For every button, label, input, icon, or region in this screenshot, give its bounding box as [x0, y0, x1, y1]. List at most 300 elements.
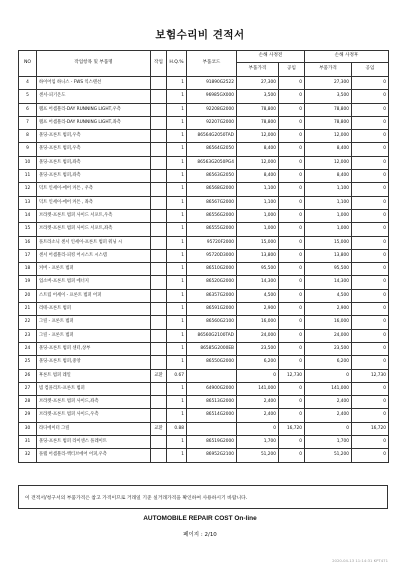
cell-no: 5	[19, 90, 37, 103]
cell-item-name: 센서-피기온도	[37, 90, 151, 103]
cell-price-after: 8,400	[305, 170, 352, 183]
cell-labor-after: 0	[352, 116, 389, 129]
cell-price-before: 2,900	[237, 303, 279, 316]
cell-price-before: 1,100	[237, 196, 279, 209]
table-row	[19, 329, 389, 342]
cell-price-before: 1,000	[237, 223, 279, 236]
cell-part-code: 86560G2100	[187, 316, 237, 329]
cell-labor-after: 0	[352, 90, 389, 103]
cell-no: 23	[19, 329, 37, 342]
cell-hq: 1	[167, 103, 187, 116]
table-row	[19, 143, 389, 156]
table-row	[19, 263, 389, 276]
cell-labor-before: 16,720	[279, 422, 305, 435]
cell-item-name: 스트립 어세이 - 프론트 범퍼 어퍼	[37, 289, 151, 302]
cell-item-name: 커버 - 프론트 범퍼	[37, 263, 151, 276]
cell-labor-before: 0	[279, 103, 305, 116]
cell-price-after: 0	[305, 422, 352, 435]
cell-labor-before: 0	[279, 130, 305, 143]
cell-work: 교환	[151, 369, 167, 382]
cell-price-after: 95,500	[305, 263, 352, 276]
cell-no: 22	[19, 316, 37, 329]
table-row	[19, 236, 389, 249]
cell-price-after: 141,000	[305, 382, 352, 395]
cell-part-code: 86560G2100TAD	[187, 329, 237, 342]
cell-price-after: 15,000	[305, 236, 352, 249]
cell-labor-after: 0	[352, 77, 389, 90]
cell-hq: 1	[167, 209, 187, 222]
cell-item-name: 브라켓-프론트 범퍼 사이드,좌측	[37, 396, 151, 409]
cell-item-name: 브라켓-프론트 범퍼 사이드 서포트,우측	[37, 209, 151, 222]
cell-labor-after: 0	[352, 130, 389, 143]
cell-work: 교환	[151, 422, 167, 435]
cell-part-code: 92208G2000	[187, 103, 237, 116]
cell-no: 21	[19, 303, 37, 316]
footer-title: AUTOMOBILE REPAIR COST On-line	[143, 515, 257, 522]
cell-hq: 1	[167, 77, 187, 90]
cell-part-code: 86591G2000	[187, 303, 237, 316]
cell-item-name: 몰딩-프론트 범퍼,좌측	[37, 170, 151, 183]
cell-labor-after: 0	[352, 209, 389, 222]
cell-part-code: 86563G2050	[187, 170, 237, 183]
cell-work	[151, 303, 167, 316]
cell-price-before: 78,800	[237, 116, 279, 129]
table-row	[19, 156, 389, 169]
cell-labor-before: 0	[279, 329, 305, 342]
cell-price-after: 2,400	[305, 396, 352, 409]
cell-part-code: 86567G2000	[187, 196, 237, 209]
cell-price-after: 4,500	[305, 289, 352, 302]
cell-work	[151, 316, 167, 329]
table-row	[19, 90, 389, 103]
cell-price-before: 51,200	[237, 449, 279, 462]
price-notice: 이 견적서/청구서의 부품가격은 참고 가격이므로 거래일 기준 실거래가격을 확인하여 사용하시기 바랍니다.	[18, 485, 388, 509]
cell-work	[151, 223, 167, 236]
cell-labor-before: 12,730	[279, 369, 305, 382]
cell-work	[151, 209, 167, 222]
cell-item-name: 하이어임 하니스 - FWS 익스텐션	[37, 77, 151, 90]
cell-price-after: 13,800	[305, 249, 352, 262]
cell-hq: 0.67	[167, 369, 187, 382]
cell-hq: 1	[167, 316, 187, 329]
cell-item-name: 몰딩-프론트 범퍼,우측	[37, 143, 151, 156]
cell-no: 10	[19, 156, 37, 169]
cell-price-after: 27,300	[305, 77, 352, 90]
cell-hq: 1	[167, 170, 187, 183]
cell-work	[151, 156, 167, 169]
cell-price-after: 2,900	[305, 303, 352, 316]
header-price-after: 부품가격	[305, 63, 352, 77]
cell-part-code: 86952G2100	[187, 449, 237, 462]
table-row	[19, 223, 389, 236]
cell-price-before: 16,000	[237, 316, 279, 329]
cell-part-code: 86568G2000	[187, 183, 237, 196]
cell-item-name: 몰딩-프론트 범퍼 센터,상부	[37, 342, 151, 355]
cell-labor-before: 0	[279, 316, 305, 329]
cell-part-code: 91890G2522	[187, 77, 237, 90]
cell-hq: 1	[167, 396, 187, 409]
cell-labor-before: 0	[279, 263, 305, 276]
cell-labor-after: 0	[352, 342, 389, 355]
estimate-table	[18, 50, 389, 463]
cell-labor-before: 0	[279, 223, 305, 236]
cell-labor-before: 0	[279, 156, 305, 169]
cell-labor-before: 0	[279, 342, 305, 355]
cell-item-name: 몰딩-프론트 범퍼 라이센스 플레이트	[37, 436, 151, 449]
cell-no: 14	[19, 209, 37, 222]
cell-work	[151, 236, 167, 249]
cell-labor-after: 0	[352, 236, 389, 249]
cell-price-after: 24,000	[305, 329, 352, 342]
cell-labor-after: 0	[352, 223, 389, 236]
cell-work	[151, 170, 167, 183]
cell-labor-after: 0	[352, 289, 389, 302]
cell-labor-before: 0	[279, 449, 305, 462]
cell-part-code: 86514G2000	[187, 409, 237, 422]
cell-labor-after: 16,720	[352, 422, 389, 435]
cell-no: 30	[19, 422, 37, 435]
cell-item-name: 그릴 - 프론트 범퍼	[37, 316, 151, 329]
cell-part-code: 86519G2000	[187, 436, 237, 449]
cell-labor-before: 0	[279, 90, 305, 103]
header-row-1	[19, 51, 389, 63]
cell-price-after: 1,700	[305, 436, 352, 449]
cell-price-after: 1,000	[305, 223, 352, 236]
cell-no: 17	[19, 249, 37, 262]
cell-work	[151, 143, 167, 156]
header-work: 작업	[151, 51, 167, 77]
cell-item-name: 빔 컴플리트-프론트 범퍼	[37, 382, 151, 395]
cell-work	[151, 396, 167, 409]
cell-work	[151, 263, 167, 276]
cell-work	[151, 356, 167, 369]
cell-part-code: 86513G2000	[187, 396, 237, 409]
cell-labor-after: 0	[352, 249, 389, 262]
cell-labor-before: 0	[279, 196, 305, 209]
cell-work	[151, 276, 167, 289]
cell-price-before: 78,800	[237, 103, 279, 116]
cell-no: 7	[19, 116, 37, 129]
cell-no: 32	[19, 449, 37, 462]
cell-hq: 1	[167, 196, 187, 209]
cell-labor-after: 0	[352, 356, 389, 369]
cell-work	[151, 116, 167, 129]
cell-price-before: 8,400	[237, 170, 279, 183]
cell-price-after: 0	[305, 369, 352, 382]
cell-item-name: 램프 어셈블리-DAY RUNNING LIGHT,좌측	[37, 116, 151, 129]
cell-labor-before: 0	[279, 116, 305, 129]
cell-hq: 1	[167, 276, 187, 289]
cell-work	[151, 382, 167, 395]
cell-price-after: 6,200	[305, 356, 352, 369]
cell-part-code: 95720F2000	[187, 236, 237, 249]
cell-labor-after: 0	[352, 183, 389, 196]
cell-no: 29	[19, 409, 37, 422]
cell-work	[151, 329, 167, 342]
cell-price-after: 1,100	[305, 196, 352, 209]
table-row	[19, 436, 389, 449]
cell-labor-before: 0	[279, 289, 305, 302]
cell-part-code: 86585G2000EB	[187, 342, 237, 355]
cell-hq: 0.88	[167, 422, 187, 435]
cell-hq: 1	[167, 356, 187, 369]
cell-work	[151, 249, 167, 262]
cell-price-after: 12,000	[305, 156, 352, 169]
table-row	[19, 103, 389, 116]
cell-part-code: 86564G2050TAD	[187, 130, 237, 143]
cell-labor-before: 0	[279, 409, 305, 422]
cell-item-name: 플트라소닉 센서 인세이-프론트 범퍼 워닝 시	[37, 236, 151, 249]
cell-labor-after: 0	[352, 263, 389, 276]
cell-labor-after: 0	[352, 396, 389, 409]
cell-no: 12	[19, 183, 37, 196]
cell-price-before: 1,700	[237, 436, 279, 449]
header-part-code: 부품코드	[187, 51, 237, 77]
cell-item-name: 업소버-프론트 범퍼 에너지	[37, 276, 151, 289]
table-row	[19, 369, 389, 382]
cell-hq: 1	[167, 249, 187, 262]
cell-item-name: 센서 어셈블리-피킹 어시스트 시스템	[37, 249, 151, 262]
header-labor-before: 공임	[279, 63, 305, 77]
cell-no: 8	[19, 130, 37, 143]
cell-labor-after: 0	[352, 103, 389, 116]
header-hq: H.Q.%	[167, 51, 187, 77]
header-before-assessment: 손해 사정전	[237, 51, 305, 63]
document-title: 보험수리비 견적서	[155, 29, 245, 41]
cell-hq: 1	[167, 236, 187, 249]
cell-price-after: 2,400	[305, 409, 352, 422]
cell-item-name: 플랩 어셈블리-액티브에어 어퍼,우측	[37, 449, 151, 462]
cell-no: 9	[19, 143, 37, 156]
cell-hq: 1	[167, 263, 187, 276]
page-number: 페이지 : 2/10	[183, 532, 217, 538]
cell-labor-after: 0	[352, 382, 389, 395]
cell-part-code: 96985GX000	[187, 90, 237, 103]
cell-item-name: 브라켓-프론트 범퍼 사이드 서포트,좌측	[37, 223, 151, 236]
header-no: NO	[19, 51, 37, 77]
cell-labor-after: 0	[352, 409, 389, 422]
cell-hq: 1	[167, 130, 187, 143]
cell-hq: 1	[167, 90, 187, 103]
cell-part-code: 86555G2000	[187, 223, 237, 236]
cell-part-code: 86550G2000	[187, 356, 237, 369]
table-row	[19, 422, 389, 435]
cell-labor-before: 0	[279, 356, 305, 369]
cell-no: 19	[19, 276, 37, 289]
cell-labor-before: 0	[279, 303, 305, 316]
cell-price-before: 4,500	[237, 289, 279, 302]
table-row	[19, 77, 389, 90]
cell-labor-after: 0	[352, 276, 389, 289]
cell-hq: 1	[167, 449, 187, 462]
cell-labor-after: 0	[352, 316, 389, 329]
cell-hq: 1	[167, 116, 187, 129]
cell-price-after: 1,000	[305, 209, 352, 222]
cell-item-name: 덕트 인세이-에어 커튼 , 우측	[37, 183, 151, 196]
cell-price-before: 6,200	[237, 356, 279, 369]
table-row	[19, 356, 389, 369]
cell-hq: 1	[167, 289, 187, 302]
cell-price-before: 0	[237, 369, 279, 382]
cell-no: 13	[19, 196, 37, 209]
cell-work	[151, 183, 167, 196]
cell-price-after: 51,200	[305, 449, 352, 462]
cell-price-after: 23,500	[305, 342, 352, 355]
cell-item-name: 몰딩-프론트 범퍼,우측	[37, 130, 151, 143]
cell-labor-before: 0	[279, 382, 305, 395]
table-row	[19, 170, 389, 183]
cell-no: 25	[19, 356, 37, 369]
table-row	[19, 382, 389, 395]
cell-hq: 1	[167, 143, 187, 156]
cell-price-before: 0	[237, 422, 279, 435]
cell-part-code	[187, 422, 237, 435]
cell-no: 15	[19, 223, 37, 236]
cell-work	[151, 436, 167, 449]
cell-labor-before: 0	[279, 249, 305, 262]
cell-item-name: 램프 어셈블리-DAY RUNNING LIGHT,우측	[37, 103, 151, 116]
header-after-assessment: 손해 사정후	[305, 51, 389, 63]
cell-part-code: 86510G2000	[187, 263, 237, 276]
cell-item-name: 몰딩-프론트 범퍼,중앙	[37, 356, 151, 369]
cell-work	[151, 90, 167, 103]
cell-labor-before: 0	[279, 209, 305, 222]
cell-no: 27	[19, 382, 37, 395]
cell-price-before: 27,300	[237, 77, 279, 90]
cell-price-after: 16,000	[305, 316, 352, 329]
table-row	[19, 209, 389, 222]
cell-no: 20	[19, 289, 37, 302]
cell-no: 4	[19, 77, 37, 90]
cell-labor-before: 0	[279, 170, 305, 183]
cell-hq: 1	[167, 183, 187, 196]
cell-labor-before: 0	[279, 77, 305, 90]
cell-part-code: 86520G2000	[187, 276, 237, 289]
table-row	[19, 303, 389, 316]
table-row	[19, 316, 389, 329]
cell-work	[151, 409, 167, 422]
table-row	[19, 342, 389, 355]
cell-labor-after: 0	[352, 156, 389, 169]
cell-no: 16	[19, 236, 37, 249]
cell-price-after: 1,100	[305, 183, 352, 196]
cell-price-before: 14,300	[237, 276, 279, 289]
cell-no: 28	[19, 396, 37, 409]
header-item-name: 작업항목 및 부품명	[37, 51, 151, 77]
header-labor-after: 공임	[352, 63, 389, 77]
table-row	[19, 116, 389, 129]
cell-no: 18	[19, 263, 37, 276]
cell-price-before: 13,800	[237, 249, 279, 262]
table-body	[19, 77, 389, 463]
cell-price-before: 2,400	[237, 396, 279, 409]
header-price-before: 부품가격	[237, 63, 279, 77]
cell-hq: 1	[167, 436, 187, 449]
cell-no: 31	[19, 436, 37, 449]
cell-price-after: 78,800	[305, 103, 352, 116]
cell-labor-after: 0	[352, 196, 389, 209]
cell-price-after: 8,400	[305, 143, 352, 156]
cell-labor-after: 0	[352, 143, 389, 156]
print-timestamp: 2020-04-13 11:14:31 KPT471	[332, 558, 388, 563]
cell-part-code: 86556G2000	[187, 209, 237, 222]
cell-labor-after: 0	[352, 329, 389, 342]
cell-price-after: 12,000	[305, 130, 352, 143]
cell-labor-after: 0	[352, 436, 389, 449]
cell-no: 6	[19, 103, 37, 116]
cell-labor-before: 0	[279, 236, 305, 249]
cell-part-code: 86357G2000	[187, 289, 237, 302]
cell-item-name: 몰딩-프론트 범퍼,좌측	[37, 156, 151, 169]
cell-price-before: 3,500	[237, 90, 279, 103]
table-row	[19, 183, 389, 196]
cell-item-name: 리테-프론트 범퍼	[37, 303, 151, 316]
table-row	[19, 396, 389, 409]
table-row	[19, 249, 389, 262]
cell-hq: 1	[167, 303, 187, 316]
cell-price-before: 12,000	[237, 130, 279, 143]
cell-work	[151, 449, 167, 462]
cell-no: 26	[19, 369, 37, 382]
table-row	[19, 276, 389, 289]
table-row	[19, 196, 389, 209]
cell-labor-before: 0	[279, 183, 305, 196]
cell-item-name: 브라켓-프론트 범퍼 사이드,우측	[37, 409, 151, 422]
cell-price-after: 14,300	[305, 276, 352, 289]
cell-price-before: 2,400	[237, 409, 279, 422]
cell-labor-before: 0	[279, 276, 305, 289]
cell-labor-before: 0	[279, 436, 305, 449]
cell-hq: 1	[167, 382, 187, 395]
cell-item-name: 후론트 범퍼 레일	[37, 369, 151, 382]
cell-price-before: 24,000	[237, 329, 279, 342]
cell-work	[151, 342, 167, 355]
cell-hq: 1	[167, 329, 187, 342]
cell-work	[151, 103, 167, 116]
table-row	[19, 409, 389, 422]
cell-item-name: 라디에이터 그릴	[37, 422, 151, 435]
cell-labor-after: 12,730	[352, 369, 389, 382]
cell-price-before: 141,000	[237, 382, 279, 395]
cell-hq: 1	[167, 342, 187, 355]
cell-part-code	[187, 369, 237, 382]
cell-price-before: 12,000	[237, 156, 279, 169]
cell-work	[151, 77, 167, 90]
cell-part-code: 64900G2000	[187, 382, 237, 395]
cell-price-after: 3,500	[305, 90, 352, 103]
cell-labor-after: 0	[352, 449, 389, 462]
cell-price-before: 1,100	[237, 183, 279, 196]
cell-price-before: 95,500	[237, 263, 279, 276]
cell-labor-after: 0	[352, 303, 389, 316]
cell-hq: 1	[167, 409, 187, 422]
cell-work	[151, 130, 167, 143]
cell-hq: 1	[167, 156, 187, 169]
table-row	[19, 289, 389, 302]
cell-part-code: 86563G2050PG4	[187, 156, 237, 169]
cell-price-before: 8,400	[237, 143, 279, 156]
cell-part-code: 95720D3000	[187, 249, 237, 262]
cell-price-after: 78,800	[305, 116, 352, 129]
cell-work	[151, 289, 167, 302]
cell-part-code: 86564G2050	[187, 143, 237, 156]
cell-labor-before: 0	[279, 396, 305, 409]
cell-work	[151, 196, 167, 209]
table-row	[19, 449, 389, 462]
cell-price-before: 1,000	[237, 209, 279, 222]
cell-no: 24	[19, 342, 37, 355]
table-row	[19, 130, 389, 143]
